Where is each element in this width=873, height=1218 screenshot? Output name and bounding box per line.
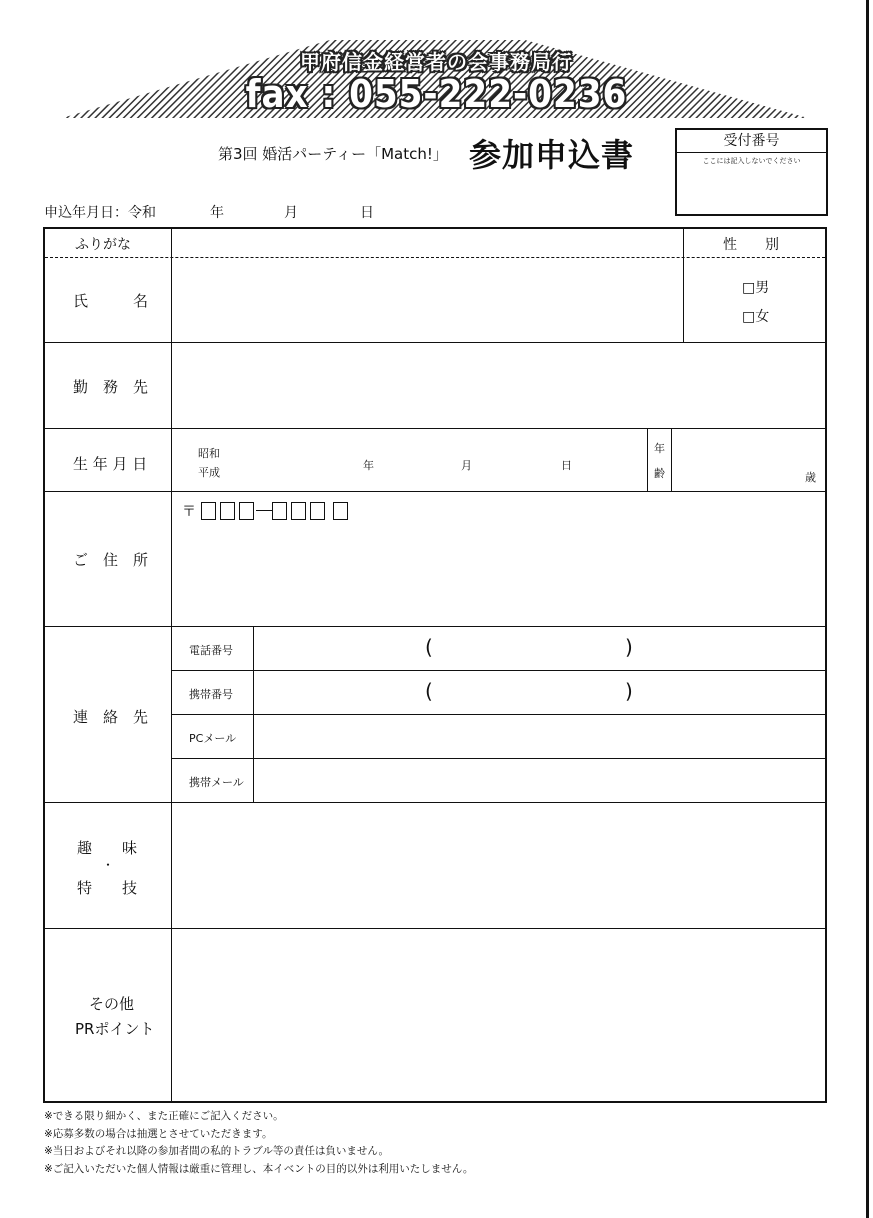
application-date-month: 月 (284, 205, 298, 221)
phone-label: 電話番号 (189, 644, 233, 657)
gender-column-divider (683, 229, 684, 342)
postal-digit-box[interactable] (239, 502, 254, 520)
org-line: 甲府信金経営者の会事務局行 (300, 50, 573, 74)
era-heisei: 平成 (198, 466, 220, 479)
hobby-label: 趣 味 (77, 839, 138, 857)
label-column-divider (171, 229, 172, 1101)
row-divider (45, 491, 825, 492)
note-item: ※ご記入いただいた個人情報は厳重に管理し、本イベントの目的以外は利用いたしません。 (44, 1162, 474, 1175)
row-divider (45, 928, 825, 929)
postal-hyphen (256, 510, 272, 511)
age-divider (647, 428, 648, 491)
other-label: その他 (89, 995, 135, 1013)
female-checkbox[interactable]: □女 (742, 309, 770, 325)
age-unit: 歳 (805, 471, 816, 484)
postal-mark: 〒 (182, 504, 196, 520)
row-divider (45, 428, 825, 429)
postal-digit-box[interactable] (272, 502, 287, 520)
contact-divider (171, 758, 825, 759)
gender-label: 性 別 (723, 237, 779, 253)
page-title: 参加申込書 (469, 136, 635, 174)
age-label-1: 年 (654, 442, 665, 455)
note-item: ※応募多数の場合は抽選とさせていただきます。 (44, 1127, 273, 1140)
mobile-label: 携帯番号 (189, 688, 233, 701)
reception-label: 受付番号 (677, 130, 826, 153)
phone-paren-open: ( (425, 635, 433, 659)
age-divider (671, 428, 672, 491)
notes (44, 1108, 473, 1178)
event-subtitle: 第3回 婚活パーティー「Match!」 (218, 145, 448, 163)
row-divider (45, 626, 825, 627)
birth-day-unit: 日 (561, 459, 572, 472)
application-date-label: 申込年月日：令和 (44, 205, 156, 221)
reception-note: ここには記入しないでください (702, 157, 801, 165)
furigana-label: ふりがな (75, 237, 131, 253)
name-label: 氏 名 (73, 292, 149, 310)
birthdate-label: 生 年 月 日 (73, 455, 148, 473)
era-showa: 昭和 (198, 447, 220, 460)
postal-digit-box[interactable] (333, 502, 348, 520)
pr-point-label: PRポイント (75, 1020, 155, 1038)
note-item: ※当日およびそれ以降の参加者間の私的トラブル等の責任は負いません。 (44, 1145, 390, 1157)
application-date-day: 日 (360, 205, 374, 221)
note-item: ※できる限り細かく、また正確にご記入ください。 (44, 1110, 284, 1122)
mobile-paren-close: ) (625, 679, 633, 703)
right-edge-line (866, 0, 869, 1218)
furigana-divider (45, 257, 825, 258)
application-form (43, 227, 827, 1103)
application-date-year: 年 (210, 205, 224, 221)
postal-digit-box[interactable] (220, 502, 235, 520)
contact-label: 連 絡 先 (73, 708, 149, 726)
mobile-mail-label: 携帯メール (189, 776, 244, 789)
contact-divider (171, 670, 825, 671)
phone-paren-close: ) (625, 635, 633, 659)
birth-year-unit: 年 (363, 459, 374, 472)
postal-digit-box[interactable] (310, 502, 325, 520)
male-checkbox[interactable]: □男 (742, 280, 770, 296)
address-label: ご 住 所 (73, 551, 149, 569)
reception-number-box (675, 128, 828, 216)
birth-month-unit: 月 (461, 459, 472, 472)
row-divider (45, 342, 825, 343)
skill-label: 特 技 (77, 879, 138, 897)
row-divider (45, 802, 825, 803)
mobile-paren-open: ( (425, 679, 433, 703)
workplace-label: 勤 務 先 (73, 378, 149, 396)
postal-digit-box[interactable] (291, 502, 306, 520)
hobby-separator: ・ (102, 858, 115, 872)
fax-number: fax : 055-222-0236 (245, 72, 628, 116)
contact-divider (171, 714, 825, 715)
pc-mail-label: PCメール (189, 732, 237, 745)
contact-label-divider (253, 626, 254, 802)
postal-digit-box[interactable] (201, 502, 216, 520)
age-label-2: 齢 (654, 467, 665, 480)
